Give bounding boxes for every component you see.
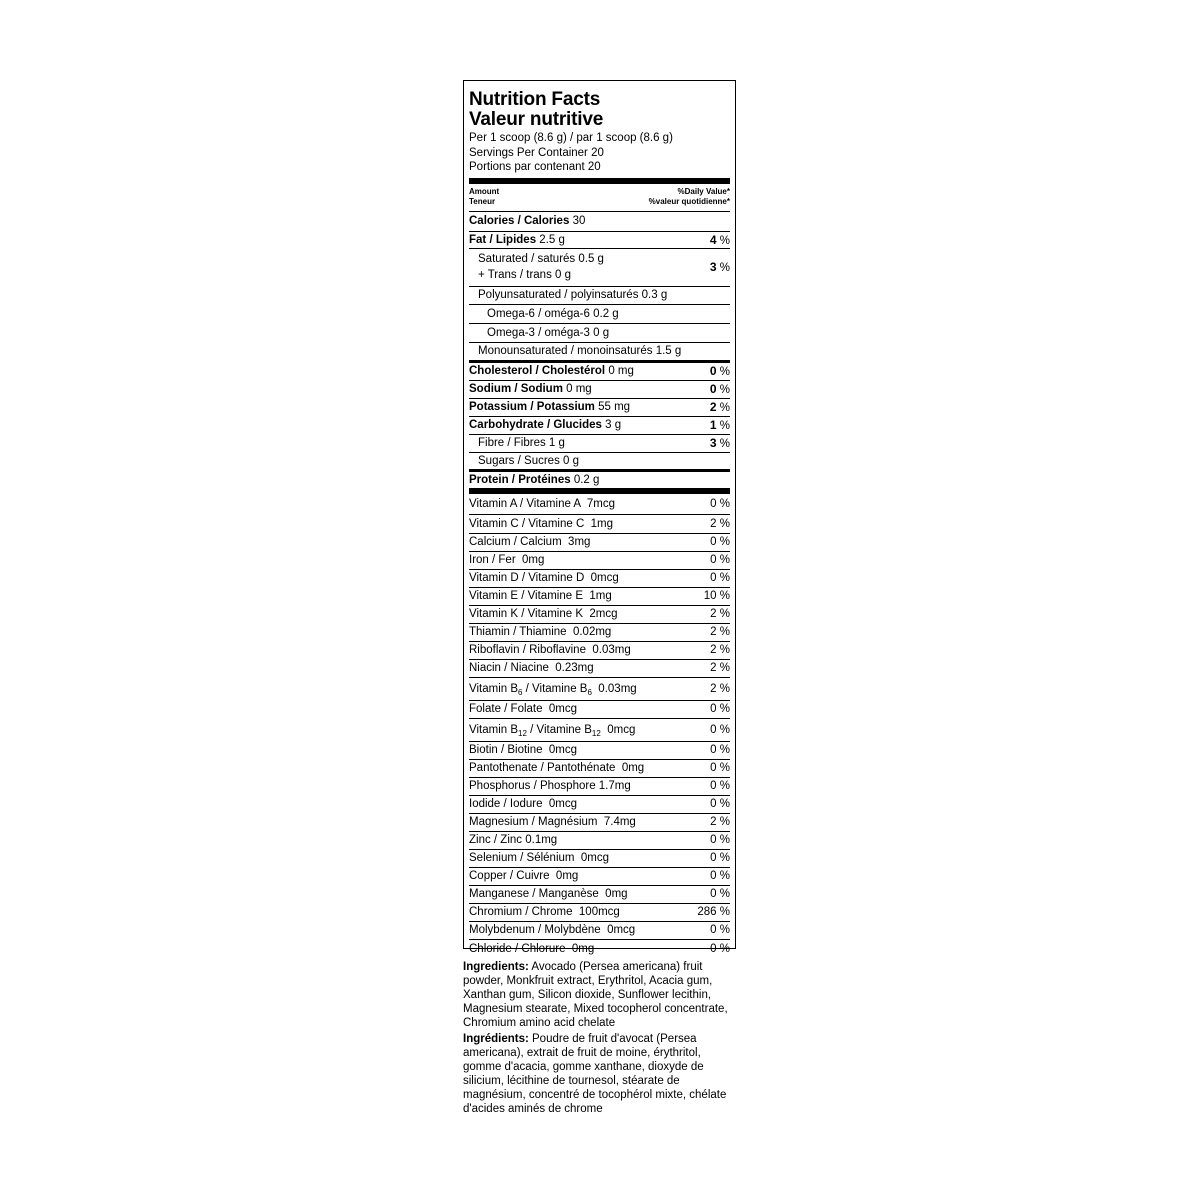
vitamin-pct: 0 % bbox=[710, 834, 730, 846]
percent-sign: % bbox=[719, 234, 730, 247]
sodium-pct: 0 bbox=[709, 382, 717, 396]
vitamin-name: Calcium / Calcium 3mg bbox=[469, 536, 591, 548]
vitamin-row bbox=[469, 494, 730, 515]
vitamin-pct: 0 % bbox=[710, 703, 730, 715]
vitamin-name: Thiamin / Thiamine 0.02mg bbox=[469, 626, 612, 638]
fat-label: Fat / Lipides bbox=[469, 233, 537, 246]
vitamin-row bbox=[469, 588, 730, 606]
vitamin-name: Phosphorus / Phosphore 1.7mg bbox=[469, 780, 631, 792]
vitamin-pct: 2 % bbox=[710, 662, 730, 674]
vitamin-pct: 0 % bbox=[710, 852, 730, 864]
vitamin-name: Biotin / Biotine 0mcg bbox=[469, 744, 578, 756]
vitamin-name: Iodide / Iodure 0mcg bbox=[469, 798, 578, 810]
percent-sign: % bbox=[719, 438, 730, 450]
vitamin-row bbox=[469, 868, 730, 886]
carbohydrate-pct: 1 bbox=[709, 418, 717, 432]
vitamin-row bbox=[469, 642, 730, 660]
vitamin-pct: 0 % bbox=[710, 572, 730, 584]
vitamin-row bbox=[469, 940, 730, 959]
vitamin-pct: 2 % bbox=[710, 608, 730, 620]
serving-info bbox=[469, 131, 730, 184]
ingredients-label-en: Ingredients: bbox=[463, 961, 529, 973]
vitamin-name bbox=[469, 724, 635, 736]
amount-label-fr: Teneur bbox=[469, 196, 496, 206]
vitamin-pct: 0 % bbox=[710, 536, 730, 548]
carbohydrate-row bbox=[469, 417, 730, 435]
carbohydrate-value: 3 g bbox=[605, 419, 622, 431]
vitamin-name-part: Vitamin B bbox=[469, 723, 519, 736]
title-english: Nutrition Facts bbox=[469, 89, 601, 110]
percent-sign: % bbox=[719, 420, 730, 432]
servings-per-container-en: Servings Per Container 20 bbox=[469, 146, 604, 159]
vitamin-pct: 0 % bbox=[710, 798, 730, 810]
vitamin-subscript: 12 bbox=[518, 728, 527, 738]
vitamin-name: Niacin / Niacine 0.23mg bbox=[469, 662, 594, 674]
amount-label-en: Amount bbox=[469, 186, 500, 196]
vitamin-pct: 2 % bbox=[710, 517, 730, 530]
vitamin-name: Iron / Fer 0mg bbox=[469, 554, 545, 566]
ingredients-label-fr: Ingrédients: bbox=[463, 1033, 529, 1045]
saturated-fat: Saturated / saturés 0.5 g bbox=[478, 253, 604, 265]
protein-label: Protein / Protéines bbox=[469, 473, 571, 486]
potassium-pct: 2 bbox=[709, 400, 717, 414]
vitamin-pct: 0 % bbox=[710, 554, 730, 566]
percent-sign: % bbox=[719, 366, 730, 378]
cholesterol-label: Cholesterol / Cholestérol bbox=[469, 365, 606, 377]
sodium-label: Sodium / Sodium bbox=[469, 383, 563, 395]
monounsaturated-fat: Monounsaturated / monoinsaturés 1.5 g bbox=[478, 345, 682, 357]
vitamin-row bbox=[469, 922, 730, 940]
sat-trans-pct: 3 bbox=[709, 260, 717, 274]
vitamin-row bbox=[469, 624, 730, 642]
vitamin-pct: 0 % bbox=[710, 723, 730, 736]
vitamin-row bbox=[469, 886, 730, 904]
fat-row bbox=[469, 232, 730, 249]
vitamin-name: Vitamin K / Vitamine K 2mcg bbox=[469, 608, 618, 620]
vitamin-name: Chromium / Chrome 100mcg bbox=[469, 906, 620, 918]
vitamin-row bbox=[469, 832, 730, 850]
protein-row bbox=[469, 472, 730, 494]
vitamin-row bbox=[469, 814, 730, 832]
ingredients-block bbox=[463, 960, 738, 1118]
vitamin-name: Zinc / Zinc 0.1mg bbox=[469, 834, 558, 846]
ingredients-french bbox=[463, 1032, 738, 1116]
vitamin-subscript: 12 bbox=[591, 728, 601, 738]
vitamin-pct: 2 % bbox=[710, 644, 730, 656]
vitamin-name-part: / Vitamine B bbox=[522, 682, 588, 695]
vitamin-pct: 286 % bbox=[697, 906, 730, 918]
vitamin-row bbox=[469, 678, 730, 701]
vitamin-name-part: Vitamin B bbox=[469, 682, 519, 695]
ingredients-text-fr: Poudre de fruit d'avocat (Persea americana), extrait de fruit de moine, érythritol, gomme d'acacia, gomme xanthane, dioxyde de silicium, lécithine de tournesol, stéarate de magnésium, concentré de tocophérol mixte, chélate d'acides aminés de chrome bbox=[463, 1033, 727, 1115]
vitamin-row bbox=[469, 570, 730, 588]
vitamin-name: Riboflavin / Riboflavine 0.03mg bbox=[469, 644, 631, 656]
percent-sign: % bbox=[719, 262, 730, 274]
vitamin-name-part: 0.03mg bbox=[591, 682, 637, 695]
vitamin-name: Vitamin E / Vitamine E 1mg bbox=[469, 590, 612, 602]
protein-value: 0.2 g bbox=[573, 473, 600, 486]
ingredients-text-en: Avocado (Persea americana) fruit powder, Monkfruit extract, Erythritol, Acacia gum, Xanthan gum, Silicon dioxide, Sunflower lecithin, Magnesium stearate, Mixed tocopherol concentrate, Chromium amino acid chelate bbox=[463, 961, 728, 1029]
carbohydrate-label: Carbohydrate / Glucides bbox=[469, 419, 602, 431]
vitamin-name: Magnesium / Magnésium 7.4mg bbox=[469, 816, 636, 828]
omega6: Omega-6 / oméga-6 0.2 g bbox=[487, 307, 619, 320]
potassium-value: 55 mg bbox=[598, 401, 631, 413]
ingredients-english bbox=[463, 960, 738, 1030]
vitamin-mineral-list bbox=[469, 494, 730, 959]
polyunsaturated-fat: Polyunsaturated / polyinsaturés 0.3 g bbox=[478, 289, 668, 301]
vitamin-row bbox=[469, 904, 730, 922]
vitamin-name bbox=[469, 683, 637, 695]
sugars: Sugars / Sucres 0 g bbox=[478, 454, 579, 467]
vitamin-row bbox=[469, 778, 730, 796]
vitamin-pct: 2 % bbox=[710, 682, 730, 695]
fat-pct: 4 bbox=[709, 232, 717, 247]
omega3-row bbox=[469, 324, 730, 343]
vitamin-pct: 0 % bbox=[710, 870, 730, 882]
vitamin-row bbox=[469, 760, 730, 778]
vitamin-pct: 2 % bbox=[710, 626, 730, 638]
fibre-pct: 3 bbox=[709, 436, 717, 450]
calories-label: Calories / Calories bbox=[469, 215, 570, 227]
daily-value-label-en: %Daily Value* bbox=[677, 186, 730, 196]
vitamin-name: Vitamin D / Vitamine D 0mcg bbox=[469, 572, 619, 584]
calories-row bbox=[469, 212, 730, 232]
vitamin-pct: 0 % bbox=[710, 924, 730, 936]
nutrition-facts-panel bbox=[463, 80, 736, 955]
vitamin-row bbox=[469, 742, 730, 760]
vitamin-name: Molybdenum / Molybdène 0mcg bbox=[469, 924, 636, 936]
daily-value-label-fr: %valeur quotidienne* bbox=[648, 196, 730, 206]
sat-trans-row bbox=[469, 249, 730, 287]
cholesterol-row bbox=[469, 363, 730, 381]
vitamin-name: Folate / Folate 0mcg bbox=[469, 703, 578, 715]
polyunsaturated-row bbox=[469, 287, 730, 305]
trans-fat: + Trans / trans 0 g bbox=[478, 269, 572, 281]
monounsaturated-row bbox=[469, 343, 730, 363]
vitamin-pct: 10 % bbox=[703, 590, 730, 602]
vitamin-row bbox=[469, 606, 730, 624]
vitamin-row bbox=[469, 701, 730, 719]
vitamin-pct: 0 % bbox=[710, 888, 730, 900]
vitamin-pct: 0 % bbox=[710, 780, 730, 792]
vitamin-subscript: 6 bbox=[518, 687, 523, 697]
vitamin-pct: 2 % bbox=[710, 816, 730, 828]
vitamin-row bbox=[469, 796, 730, 814]
cholesterol-value: 0 mg bbox=[608, 365, 634, 377]
vitamin-subscript: 6 bbox=[587, 687, 592, 697]
omega3: Omega-3 / oméga-3 0 g bbox=[487, 326, 610, 339]
serving-size: Per 1 scoop (8.6 g) / par 1 scoop (8.6 g) bbox=[469, 132, 673, 144]
fibre: Fibre / Fibres 1 g bbox=[478, 437, 565, 449]
vitamin-name: Copper / Cuivre 0mg bbox=[469, 870, 579, 882]
fat-value: 2.5 g bbox=[539, 233, 565, 246]
vitamin-name-part: 0mcg bbox=[600, 723, 636, 736]
vitamin-pct: 0 % bbox=[710, 943, 730, 955]
fibre-row bbox=[469, 435, 730, 453]
vitamin-row bbox=[469, 552, 730, 570]
vitamin-pct: 0 % bbox=[710, 744, 730, 756]
potassium-label: Potassium / Potassium bbox=[469, 401, 595, 413]
calories-value: 30 bbox=[572, 215, 586, 227]
servings-per-container-fr: Portions par contenant 20 bbox=[469, 161, 601, 173]
vitamin-row bbox=[469, 534, 730, 552]
cholesterol-pct: 0 bbox=[709, 364, 717, 378]
vitamin-row bbox=[469, 850, 730, 868]
sodium-value: 0 mg bbox=[566, 383, 592, 395]
vitamin-row bbox=[469, 515, 730, 534]
vitamin-row bbox=[469, 719, 730, 742]
vitamin-name: Pantothenate / Pantothénate 0mg bbox=[469, 762, 645, 774]
potassium-row bbox=[469, 399, 730, 417]
vitamin-name: Vitamin A / Vitamine A 7mcg bbox=[469, 497, 615, 510]
vitamin-pct: 0 % bbox=[710, 762, 730, 774]
vitamin-name: Selenium / Sélénium 0mcg bbox=[469, 852, 609, 864]
omega6-row bbox=[469, 305, 730, 324]
title-french: Valeur nutritive bbox=[469, 109, 604, 130]
vitamin-name-part: / Vitamine B bbox=[526, 723, 592, 736]
vitamin-name: Manganese / Manganèse 0mg bbox=[469, 888, 628, 900]
vitamin-name: Chloride / Chlorure 0mg bbox=[469, 943, 595, 955]
sugars-row bbox=[469, 453, 730, 472]
column-header bbox=[469, 184, 730, 212]
vitamin-row bbox=[469, 660, 730, 678]
vitamin-name: Vitamin C / Vitamine C 1mg bbox=[469, 517, 614, 530]
percent-sign: % bbox=[719, 384, 730, 396]
sodium-row bbox=[469, 381, 730, 399]
percent-sign: % bbox=[719, 402, 730, 414]
vitamin-pct: 0 % bbox=[710, 497, 730, 510]
